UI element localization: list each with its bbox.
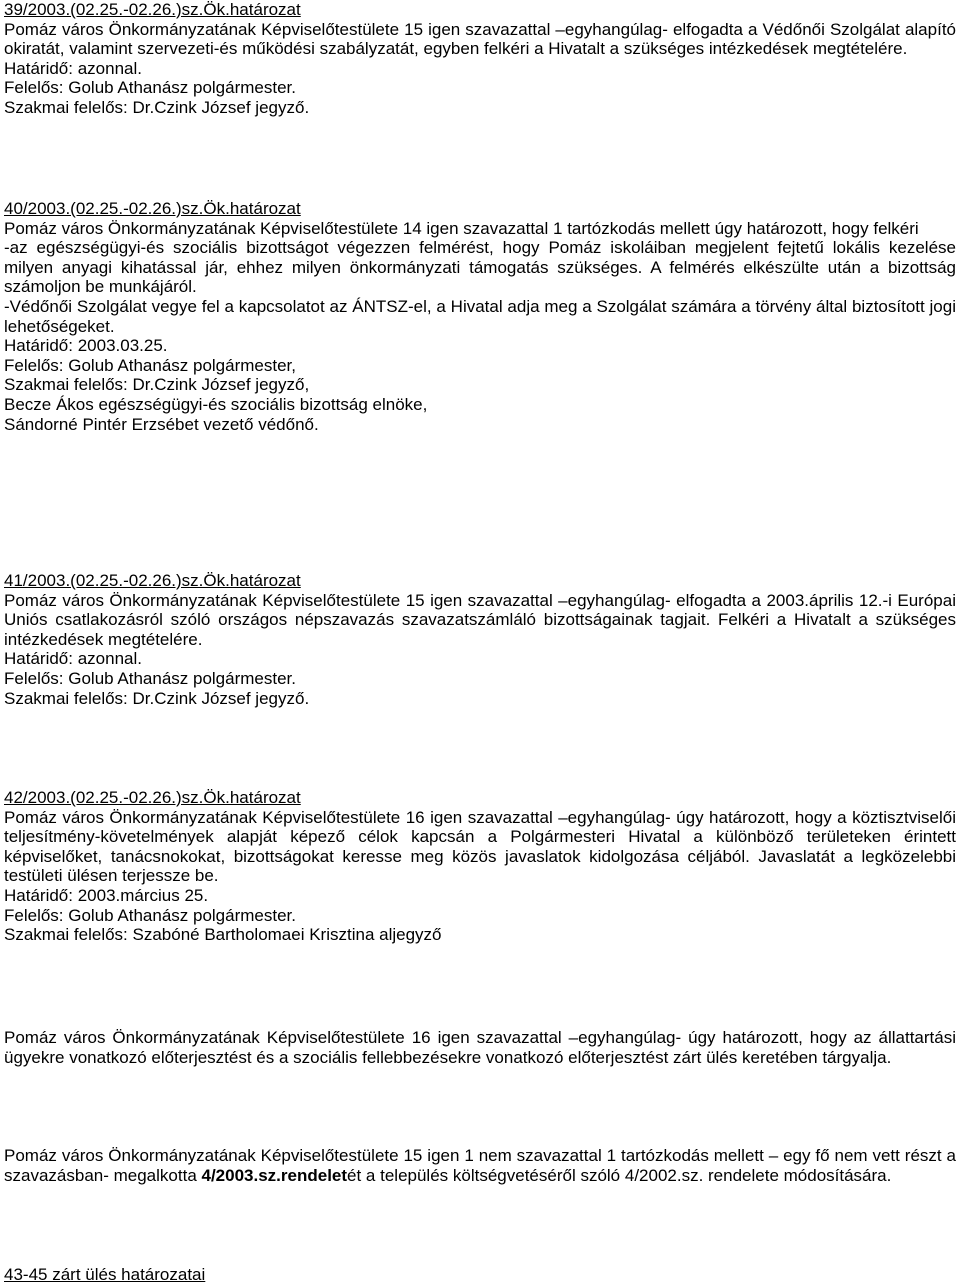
closed-session-heading xyxy=(4,1265,956,1285)
responsible: Felelős: Golub Athanász polgármester, xyxy=(4,355,296,375)
resolution-title: 39/2003.(02.25.-02.26.)sz.Ök.határozat xyxy=(4,0,301,19)
resolution-title: 41/2003.(02.25.-02.26.)sz.Ök.határozat xyxy=(4,571,301,590)
responsible: Felelős: Golub Athanász polgármester. xyxy=(4,668,296,688)
additional-responsible: Sándorné Pintér Erzsébet vezető védőnő. xyxy=(4,414,319,434)
resolution-body: Pomáz város Önkormányzatának Képviselőtestülete 15 igen szavazattal –egyhangúlag- elfogadta a Védőnői Szolgálat alapító okiratát, valamint szervezeti-és működési szabályzatát, egyben felkéri a Hivatalt a szükséges intézkedések megtételére. xyxy=(4,19,956,59)
responsible: Felelős: Golub Athanász polgármester. xyxy=(4,78,296,98)
additional-responsible: Becze Ákos egészségügyi-és szociális bizottság elnöke, xyxy=(4,394,428,414)
closed-session-title: 43-45 zárt ülés határozatai xyxy=(4,1265,206,1284)
decree-decision xyxy=(4,1146,956,1185)
resolution-item: -Védőnői Szolgálat vegye fel a kapcsolatot az ÁNTSZ-el, a Hivatal adja meg a Szolgálat számára a törvény által biztosított jogi lehetőségeket. xyxy=(4,296,956,336)
resolution-intro: Pomáz város Önkormányzatának Képviselőtestülete 14 igen szavazattal 1 tartózkodás mellett úgy határozott, hogy felkéri xyxy=(4,218,919,238)
resolution-40 xyxy=(4,199,956,434)
resolution-41 xyxy=(4,571,956,708)
decree-body-start: Pomáz város Önkormányzatának Képviselőtestülete 15 igen 1 nem szavazattal 1 tartózkodás mellett – egy fő nem vett részt a szavazásban- megalkotta xyxy=(4,1146,956,1185)
decree-number: 4/2003.sz.rendelet xyxy=(201,1165,348,1185)
decree-body xyxy=(4,1146,956,1185)
resolution-body: Pomáz város Önkormányzatának Képviselőtestülete 16 igen szavazattal –egyhangúlag- úgy határozott, hogy a köztisztviselői teljesítmény-követelmények alapját képező célok kapcsán a Polgármesteri Hivatal a különböző területeken érintett képviselőket, tanácsnokokat, bizottságokat keresse meg közös javaslatok kidolgozása céljából. Javaslatát a legközelebbi testületi ülésen terjessze be. xyxy=(4,807,956,886)
resolution-42 xyxy=(4,788,956,945)
deadline: Határidő: 2003.03.25. xyxy=(4,336,168,356)
professional-responsible: Szakmai felelős: Dr.Czink József jegyző. xyxy=(4,97,310,117)
professional-responsible: Szakmai felelős: Szabóné Bartholomaei Krisztina aljegyző xyxy=(4,925,442,945)
resolution-title: 42/2003.(02.25.-02.26.)sz.Ök.határozat xyxy=(4,788,301,807)
deadline: Határidő: azonnal. xyxy=(4,649,142,669)
deadline: Határidő: 2003.március 25. xyxy=(4,885,209,905)
resolution-title: 40/2003.(02.25.-02.26.)sz.Ök.határozat xyxy=(4,199,301,218)
resolution-body: Pomáz város Önkormányzatának Képviselőtestülete 15 igen szavazattal –egyhangúlag- elfogadta a 2003.április 12.-i Európai Uniós csatlakozásról szóló országos népszavazás szavazatszámláló bizottságainak tagjait. Felkéri a Hivatalt a szükséges intézkedések megtételére. xyxy=(4,590,956,649)
responsible: Felelős: Golub Athanász polgármester. xyxy=(4,905,296,925)
resolution-39 xyxy=(4,0,956,118)
decree-body-end: ét a település költségvetéséről szóló 4/2002.sz. rendelete módosítására. xyxy=(347,1165,892,1185)
professional-responsible: Szakmai felelős: Dr.Czink József jegyző, xyxy=(4,375,310,395)
deadline: Határidő: azonnal. xyxy=(4,58,142,78)
closed-session-decision xyxy=(4,1028,956,1067)
decision-body: Pomáz város Önkormányzatának Képviselőtestülete 16 igen szavazattal –egyhangúlag- úgy határozott, hogy az állattartási ügyekre vonatkozó előterjesztést és a szociális fellebbezésekre vonatkozó előterjesztést zárt ülés keretében tárgyalja. xyxy=(4,1028,956,1067)
resolution-item: -az egészségügyi-és szociális bizottságot végezzen felmérést, hogy Pomáz iskoláiban megjelent fejtetű lokális kezelése milyen anyagi kihatással jár, ehhez milyen önkormányzati támogatás szükséges. A felmérés elkészülte után a bizottság számoljon be munkájáról. xyxy=(4,238,956,297)
professional-responsible: Szakmai felelős: Dr.Czink József jegyző. xyxy=(4,688,310,708)
